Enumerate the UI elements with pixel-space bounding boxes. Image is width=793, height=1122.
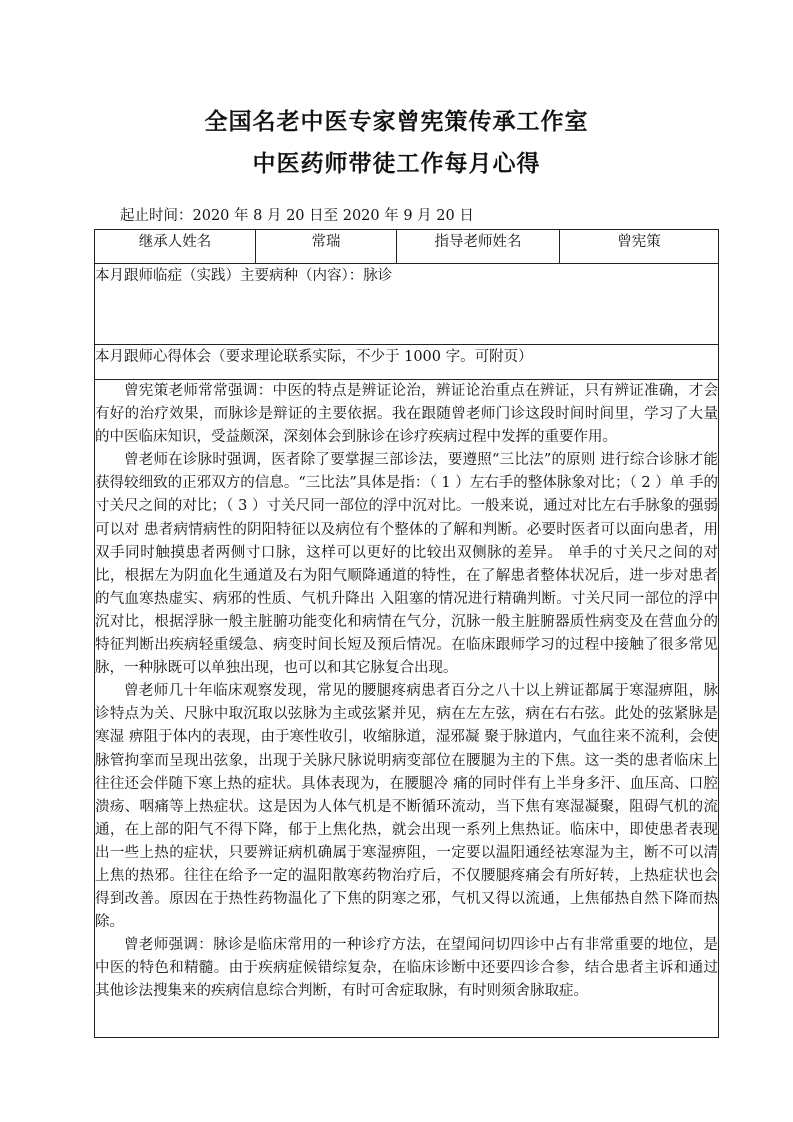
disease-row: [95, 264, 719, 345]
teacher-name-label: 指导老师姓名: [397, 230, 560, 264]
paragraph: 曾老师强调：脉诊是临床常用的一种诊疗方法，在望闻问切四诊中占有非常重要的地位，是中医的特色和精髓。由于疾病症候错综复杂，在临床诊断中还要四诊合参，结合患者主诉和通过其他诊法搜集来的疾病信息综合判断，有时可舍症取脉，有时则须舍脉取症。: [95, 937, 718, 1000]
document-subtitle: 中医药师带徒工作每月心得: [252, 150, 541, 177]
experience-body-row: [95, 380, 719, 1038]
disease-field: 本月跟师临症（实践）主要病种（内容）：脉诊: [95, 264, 719, 345]
record-form: [94, 229, 719, 1038]
experience-body: [95, 380, 719, 1038]
student-name-value: 常瑞: [256, 230, 397, 264]
paragraph: 曾老师在诊脉时强调，医者除了要掌握三部诊法，要遵照“三比法”的原则 进行综合诊脉才能获得较细致的正邪双方的信息。“三比法”具体是指：（ 1 ）左右手的整体脉象对比；（ 2 ）单 手的寸关尺之间的对比；（ 3 ）寸关尺同一部位的浮中沉对比。一般来说，通过对比左右手脉象的强弱可以对 患者病情病性的阴阳特征以及病位有个整体的了解和判断。必要时医者可以面向患者，用双手同时触摸患者两侧寸口脉，这样可以更好的比较出双侧脉的差异。 单手的寸关尺之间的对比，根据左为阴血化生通道及右为阳气顺降通道的特性，在了解患者整体状况后，进一步对患者的气血寒热虚实、病邪的性质、气机升降出 入阻塞的情况进行精确判断。寸关尺同一部位的浮中沉对比，根据浮脉一般主脏腑功能变化和病情在气分，沉脉一般主脏腑器质性病变及在营血分的特征判断出疾病轻重缓急、病变时间长短及预后情况。在临床跟师学习的过程中接触了很多常见脉，一种脉既可以单独出现，也可以和其它脉复合出现。: [95, 452, 718, 677]
teacher-name-value: 曾宪策: [560, 230, 719, 264]
paragraph: 曾老师几十年临床观察发现，常见的腰腿疼病患者百分之八十以上辨证都属于寒湿痹阻，脉诊特点为关、尺脉中取沉取以弦脉为主或弦紧并见，病在左左弦，病在右右弦。此处的弦紧脉是寒湿 痹阻于体内的表现，由于寒性收引，收缩脉道，湿邪凝 聚于脉道内，气血往来不流利，会使脉管拘挛而呈现出弦象，出现于关脉尺脉说明病变部位在腰腿为主的下焦。这一类的患者临床上往往还会伴随下寒上热的症状。具体表现为，在腰腿冷 痛的同时伴有上半身多汗、血压高、口腔溃疡、咽痛等上热症状。这是因为人体气机是不断循环流动，当下焦有寒湿凝聚，阻碍气机的流通，在上部的阳气不得下降，郁于上焦化热，就会出现一系列上焦热证。临床中，即使患者表现出一些上热的症状，只要辨证病机确属于寒湿痹阻，一定要以温阳通经祛寒湿为主，断不可以清上焦的热邪。往往在给予一定的温阳散寒药物治疗后，不仅腰腿疼痛会有所好转，上热症状也会得到改善。原因在于热性药物温化了下焦的阴寒之邪，气机又得以流通，上焦郁热自然下降而热除。: [95, 683, 718, 931]
paragraph: 曾宪策老师常常强调：中医的特点是辨证论治，辨证论治重点在辨证，只有辨证准确，才会有好的治疗效果，而脉诊是辩证的主要依据。我在跟随曾老师门诊这段时间时间里，学习了大量的中医临床知识，受益颇深，深刻体会到脉诊在诊疗疾病过程中发挥的重要作用。: [95, 383, 718, 446]
date-range: 起止时间：2020 年 8 月 20 日至 2020 年 9 月 20 日: [120, 208, 474, 224]
experience-label: 本月跟师心得体会（要求理论联系实际，不少于 1000 字。可附页）: [95, 345, 719, 380]
info-row: [95, 230, 719, 264]
student-name-label: 继承人姓名: [95, 230, 256, 264]
experience-header-row: [95, 345, 719, 380]
document-title: 全国名老中医专家曾宪策传承工作室: [204, 108, 589, 135]
